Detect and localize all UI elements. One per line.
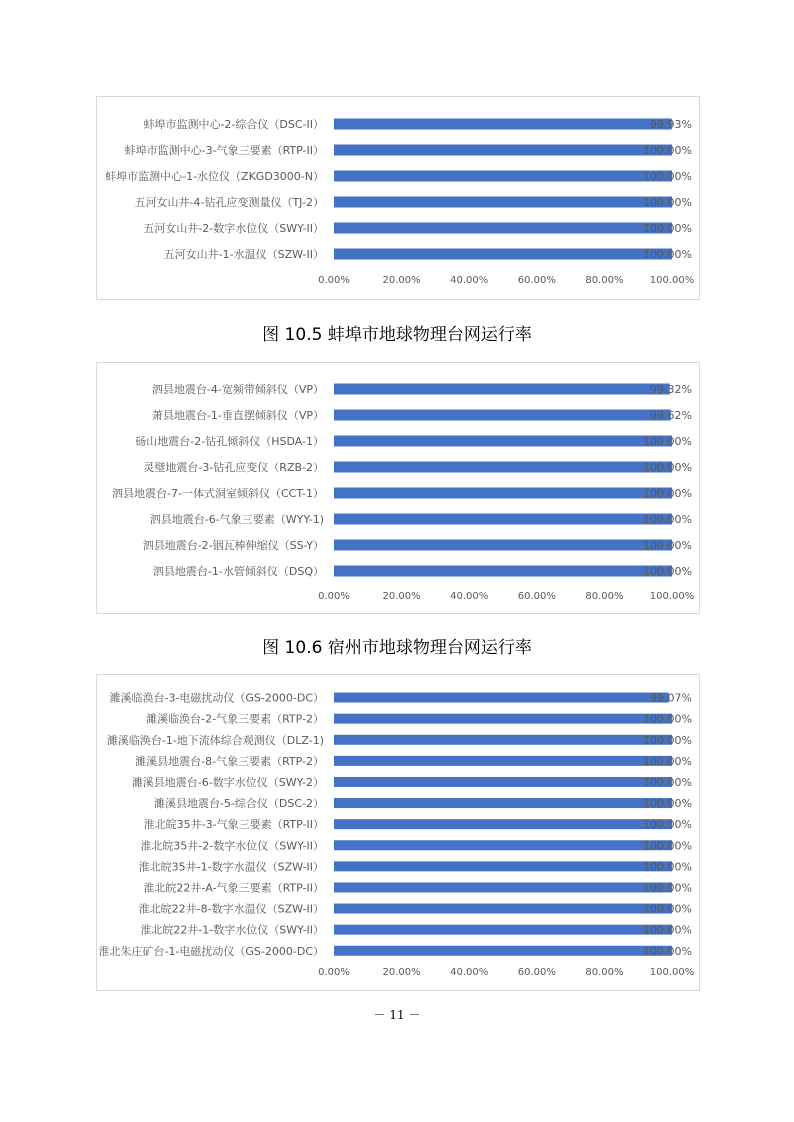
data-label: 100.00% [643, 144, 692, 157]
category-label: 濉溪临涣台-2-气象三要素（RTP-2） [146, 712, 324, 726]
bar [334, 693, 669, 703]
x-tick-label: 0.00% [318, 591, 350, 602]
category-label: 砀山地震台-2-钻孔倾斜仪（HSDA-1） [135, 435, 324, 448]
bar [334, 566, 672, 577]
page-number: － 11 － [373, 1008, 421, 1022]
category-label: 淮北皖35井-2-数字水位仪（SWY-II） [140, 839, 324, 853]
category-label: 五河女山井-1-水温仪（SZW-II） [163, 248, 324, 261]
category-label: 灵璧地震台-3-钻孔应变仪（RZB-2） [143, 461, 324, 474]
category-label: 濉溪临涣台-1-地下流体综合观测仪（DLZ-1) [106, 733, 324, 747]
bar [334, 145, 672, 156]
data-label: 100.00% [643, 222, 692, 235]
data-label: 99.32% [650, 383, 692, 396]
data-label: 100.00% [643, 196, 692, 209]
category-label: 泗县地震台-4-宽频带倾斜仪（VP） [151, 383, 324, 396]
category-label: 泗县地震台-7-一体式洞室倾斜仪（CCT-1） [112, 487, 324, 500]
x-tick-label: 20.00% [382, 967, 421, 978]
bar [334, 819, 672, 829]
category-label: 濉溪县地震台-6-数字水位仪（SWY-2） [131, 775, 324, 789]
bar [334, 197, 672, 208]
data-label: 100.00% [643, 881, 692, 895]
data-label: 100.00% [643, 902, 692, 916]
x-tick-label: 100.00% [649, 967, 695, 978]
data-label: 100.00% [643, 860, 692, 874]
data-label: 99.07% [650, 691, 692, 705]
bar [334, 904, 672, 914]
x-tick-label: 40.00% [450, 591, 489, 602]
data-label: 100.00% [643, 565, 692, 578]
bar [334, 249, 672, 260]
bar [334, 714, 672, 724]
category-label: 萧县地震台-1-垂直摆倾斜仪（VP） [151, 409, 324, 422]
x-tick-label: 100.00% [649, 591, 695, 602]
category-label: 五河女山井-2-数字水位仪（SWY-II） [143, 222, 324, 235]
category-label: 五河女山井-4-钻孔应变测量仪（TJ-2） [134, 196, 324, 209]
data-label: 100.00% [643, 733, 692, 747]
x-tick-label: 40.00% [450, 275, 489, 286]
bar [334, 514, 672, 525]
data-label: 100.00% [643, 248, 692, 261]
data-label: 100.00% [643, 818, 692, 832]
bar [334, 882, 672, 892]
category-label: 淮北皖22井-8-数字水温仪（SZW-II） [138, 902, 324, 916]
category-label: 泗县地震台-6-气象三要素（WYY-1) [149, 513, 324, 526]
x-tick-label: 100.00% [649, 275, 695, 286]
category-label: 蚌埠市监测中心-2-综合仪（DSC-II） [143, 118, 324, 131]
data-label: 100.00% [643, 754, 692, 768]
x-tick-label: 20.00% [382, 591, 421, 602]
x-tick-label: 60.00% [517, 967, 556, 978]
category-label: 蚌埠市监测中心-3-气象三要素（RTP-II） [124, 144, 324, 157]
data-label: 100.00% [643, 839, 692, 853]
category-label: 濉溪县地震台-8-气象三要素（RTP-2） [135, 754, 324, 768]
bar [334, 946, 672, 956]
data-label: 100.00% [643, 539, 692, 552]
data-label: 100.00% [643, 797, 692, 811]
category-label: 淮北皖35井-3-气象三要素（RTP-II） [143, 818, 324, 832]
category-label: 淮北皖22井-1-数字水位仪（SWY-II） [140, 923, 324, 937]
x-tick-label: 20.00% [382, 275, 421, 286]
chart-3-container [96, 674, 700, 991]
x-tick-label: 0.00% [318, 275, 350, 286]
data-label: 100.00% [643, 775, 692, 789]
data-label: 100.00% [643, 513, 692, 526]
category-label: 濉溪县地震台-5-综合仪（DSC-2） [153, 797, 324, 811]
category-label: 淮北皖22井-A-气象三要素（RTP-II） [143, 881, 324, 895]
x-tick-label: 40.00% [450, 967, 489, 978]
category-label: 淮北朱庄矿台-1-电磁扰动仪（GS-2000-DC） [98, 944, 324, 958]
bar [334, 756, 672, 766]
figure-10-5-caption: 图 10.5 蚌埠市地球物理台网运行率 [262, 325, 532, 345]
bar [334, 735, 672, 745]
bar [334, 462, 672, 473]
category-label: 泗县地震台-1-水管倾斜仪（DSQ） [152, 565, 324, 578]
category-label: 蚌埠市监测中心-1-水位仪（ZKGD3000-N） [105, 170, 324, 183]
data-label: 100.00% [643, 923, 692, 937]
data-label: 100.00% [643, 435, 692, 448]
bar [334, 925, 672, 935]
chart-1-container [96, 96, 700, 300]
chart-1-svg [97, 97, 699, 299]
bar [334, 861, 672, 871]
x-tick-label: 60.00% [517, 591, 556, 602]
chart-3-svg [97, 675, 699, 990]
chart-2-container [96, 362, 700, 614]
category-label: 濉溪临涣台-3-电磁扰动仪（GS-2000-DC） [109, 691, 324, 705]
bar [334, 119, 672, 130]
data-label: 100.00% [643, 170, 692, 183]
bar [334, 223, 672, 234]
data-label: 99.93% [650, 118, 692, 131]
category-label: 淮北皖35井-1-数字水温仪（SZW-II） [138, 860, 324, 874]
bar [334, 410, 671, 421]
x-tick-label: 60.00% [517, 275, 556, 286]
bar [334, 777, 672, 787]
data-label: 99.62% [650, 409, 692, 422]
bar [334, 798, 672, 808]
x-tick-label: 0.00% [318, 967, 350, 978]
bar [334, 488, 672, 499]
category-label: 泗县地震台-2-铟瓦棒伸缩仪（SS-Y） [142, 539, 324, 552]
data-label: 100.00% [643, 944, 692, 958]
bar [334, 171, 672, 182]
data-label: 100.00% [643, 487, 692, 500]
x-tick-label: 80.00% [585, 967, 624, 978]
figure-10-6-caption: 图 10.6 宿州市地球物理台网运行率 [262, 638, 532, 658]
data-label: 100.00% [643, 712, 692, 726]
bar [334, 384, 670, 395]
data-label: 100.00% [643, 461, 692, 474]
bar [334, 540, 672, 551]
chart-2-svg [97, 363, 699, 613]
bar [334, 840, 672, 850]
x-tick-label: 80.00% [585, 591, 624, 602]
bar [334, 436, 672, 447]
x-tick-label: 80.00% [585, 275, 624, 286]
